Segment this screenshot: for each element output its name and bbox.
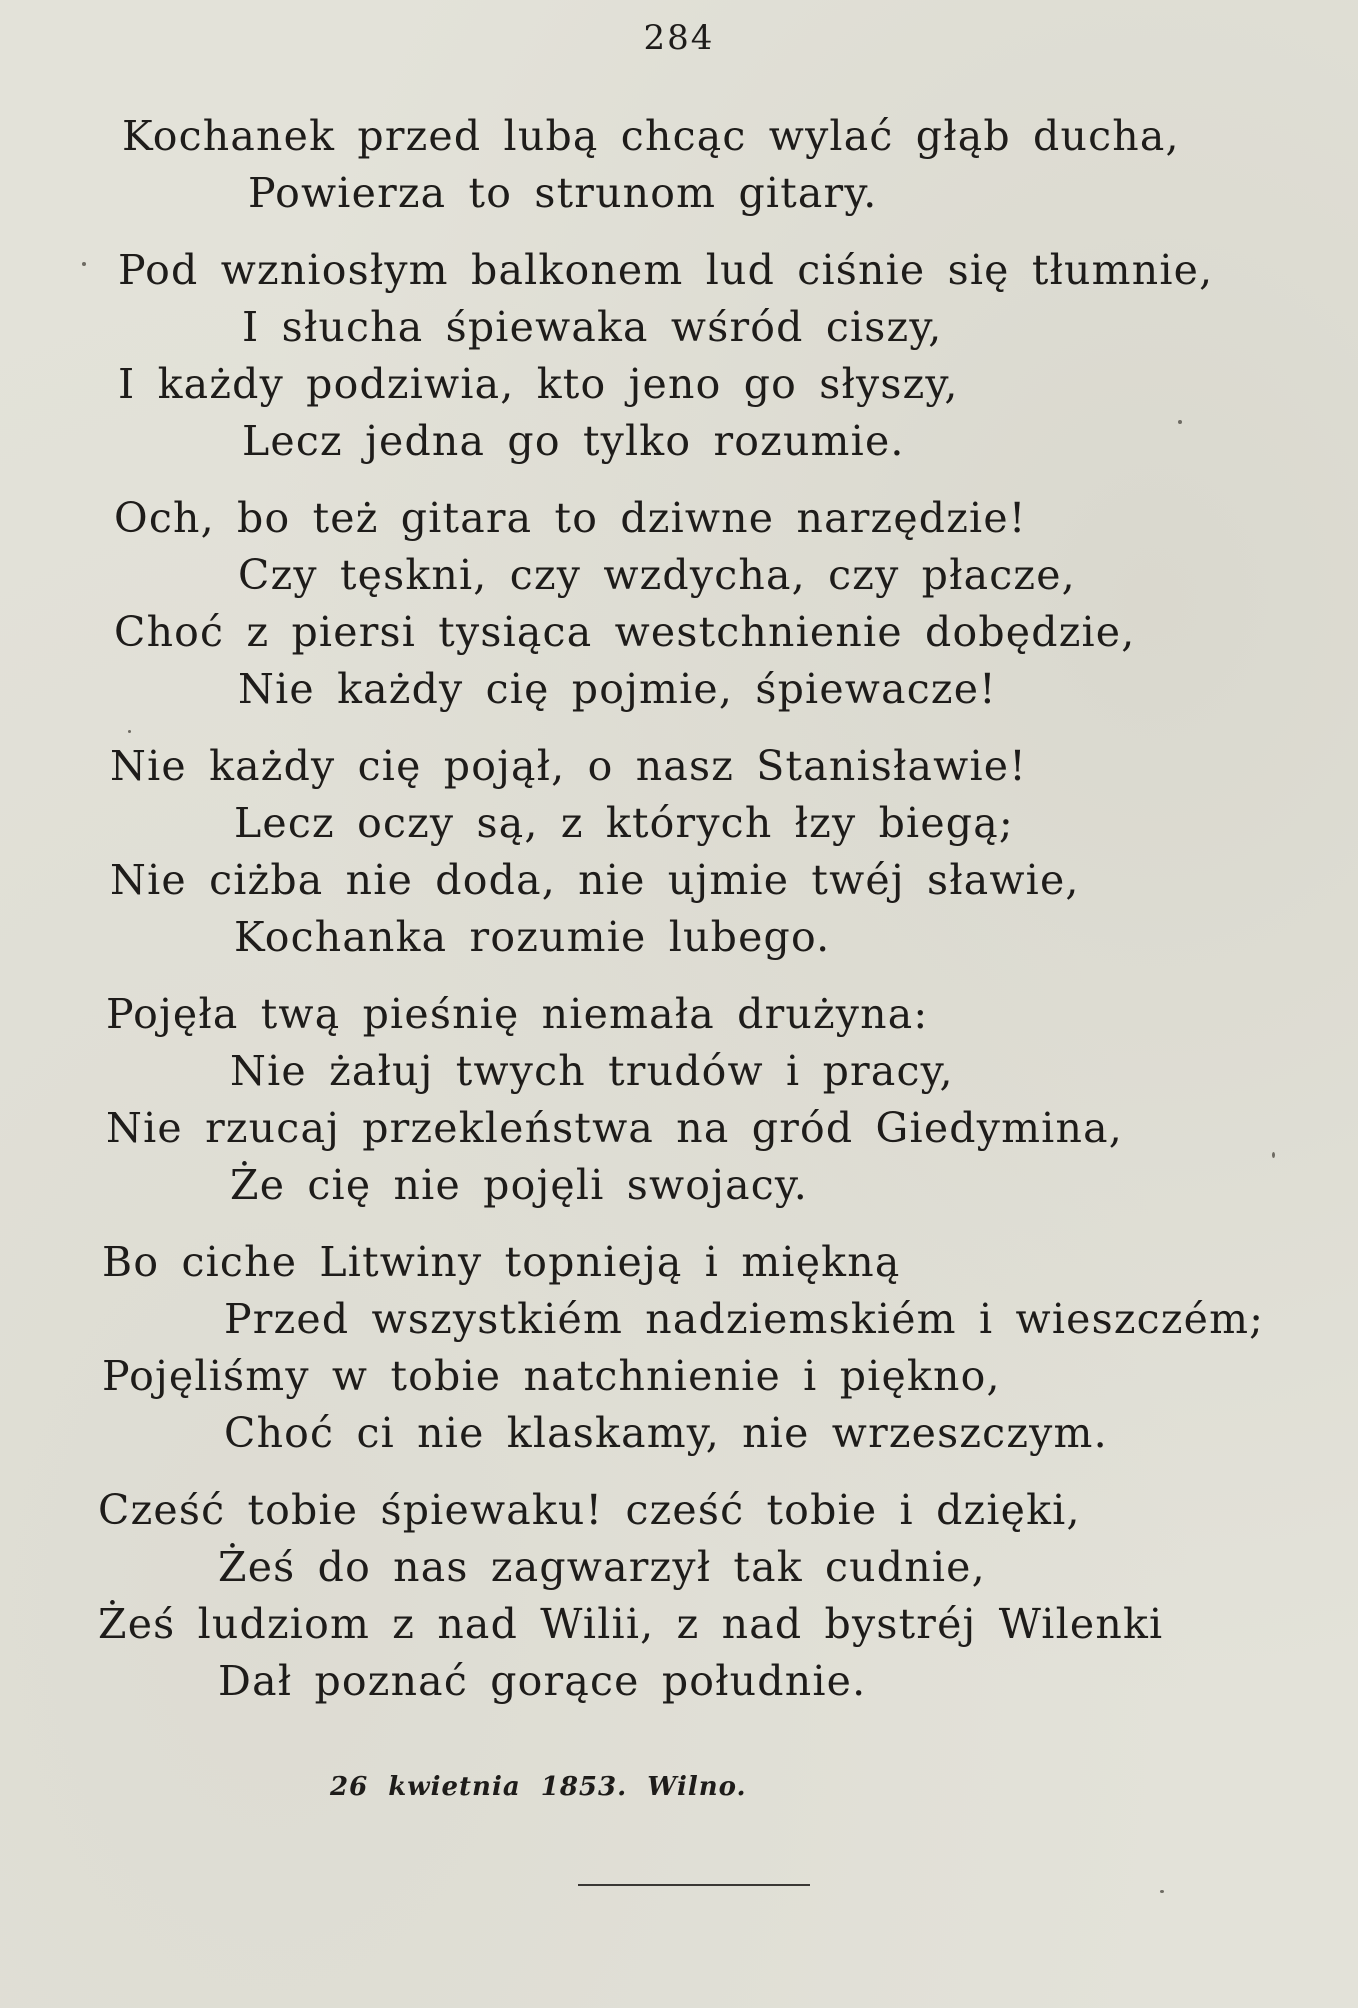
- verse-line: Nie każdy cię pojmie, śpiewacze!: [238, 665, 997, 713]
- end-rule: [578, 1884, 810, 1886]
- dateline: 26 kwietnia 1853. Wilno.: [330, 1772, 747, 1802]
- paper-speck: [82, 262, 86, 266]
- verse-line: Choć ci nie klaskamy, nie wrzeszczym.: [224, 1409, 1108, 1457]
- paper-speck: [1272, 1152, 1275, 1158]
- verse-line: Kochanka rozumie lubego.: [234, 913, 831, 961]
- verse-line: Dał poznać gorące południe.: [218, 1657, 867, 1705]
- verse-line: Kochanek przed lubą chcąc wylać głąb ducha,: [122, 112, 1180, 160]
- verse-line: I każdy podziwia, kto jeno go słyszy,: [118, 360, 959, 408]
- verse-line: Przed wszystkiém nadziemskiém i wieszczém;: [224, 1295, 1265, 1343]
- stanza: [0, 1482, 1358, 1710]
- verse-line: Nie ciżba nie doda, nie ujmie twéj sławie,: [110, 856, 1080, 904]
- verse-line: Pojęła twą pieśnię niemała drużyna:: [106, 990, 929, 1038]
- poem: [0, 108, 1358, 1730]
- verse-line: Lecz jedna go tylko rozumie.: [242, 417, 905, 465]
- verse-line: I słucha śpiewaka wśród ciszy,: [242, 303, 943, 351]
- stanza: [0, 986, 1358, 1214]
- paper-speck: [1160, 1890, 1164, 1893]
- stanza: [0, 738, 1358, 966]
- verse-line: Czy tęskni, czy wzdycha, czy płacze,: [238, 551, 1076, 599]
- verse-line: Choć z piersi tysiąca westchnienie dobędzie,: [114, 608, 1136, 656]
- verse-line: Lecz oczy są, z których łzy biegą;: [234, 799, 1014, 847]
- verse-line: Cześć tobie śpiewaku! cześć tobie i dzięki,: [98, 1486, 1081, 1534]
- stanza: [0, 108, 1358, 222]
- paper-speck: [1178, 420, 1182, 424]
- verse-line: Nie każdy cię pojął, o nasz Stanisławie!: [110, 742, 1027, 790]
- stanza: [0, 242, 1358, 470]
- paper-speck: [128, 730, 131, 733]
- verse-line: Żeś ludziom z nad Wilii, z nad bystréj Wilenki: [98, 1600, 1164, 1648]
- verse-line: Żeś do nas zagwarzył tak cudnie,: [218, 1543, 986, 1591]
- verse-line: Pojęliśmy w tobie natchnienie i piękno,: [102, 1352, 1001, 1400]
- verse-line: Nie żałuj twych trudów i pracy,: [230, 1047, 954, 1095]
- page-number: 284: [643, 18, 715, 58]
- verse-line: Bo ciche Litwiny topnieją i miękną: [102, 1238, 901, 1286]
- verse-line: Że cię nie pojęli swojacy.: [230, 1161, 809, 1209]
- verse-line: Pod wzniosłym balkonem lud ciśnie się tłumnie,: [118, 246, 1214, 294]
- verse-line: Och, bo też gitara to dziwne narzędzie!: [114, 494, 1027, 542]
- stanza: [0, 490, 1358, 718]
- verse-line: Powierza to strunom gitary.: [248, 169, 878, 217]
- stanza: [0, 1234, 1358, 1462]
- verse-line: Nie rzucaj przekleństwa na gród Giedymina,: [106, 1104, 1123, 1152]
